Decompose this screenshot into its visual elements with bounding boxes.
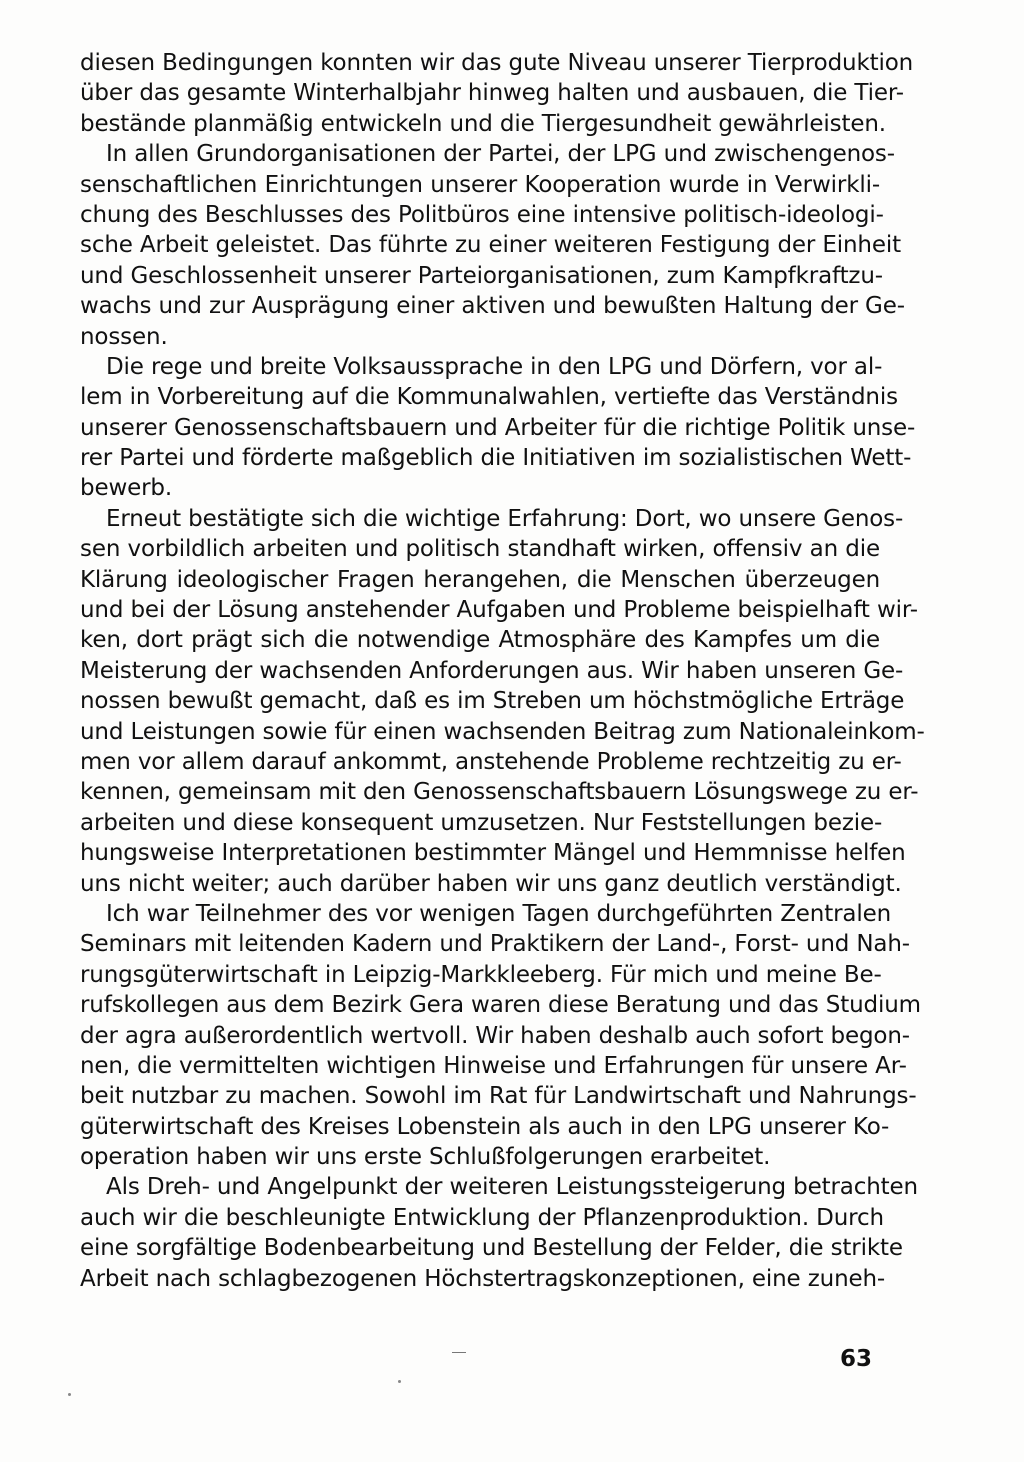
text-line: und Leistungen sowie für einen wachsenden Beitrag zum Nationaleinkom- [80, 718, 925, 745]
text-line: kennen, gemeinsam mit den Genossenschaftsbauern Lösungswege zu er- [80, 779, 919, 806]
text-line: sche Arbeit geleistet. Das führte zu einer weiteren Festigung der Einheit [80, 232, 901, 259]
text-line: eine sorgfältige Bodenbearbeitung und Bestellung der Felder, die strikte [80, 1235, 903, 1262]
text-line: nossen bewußt gemacht, daß es im Streben um höchstmögliche Erträge [80, 688, 905, 715]
text-line: rungsgüterwirtschaft in Leipzig-Markkleeberg. Für mich und meine Be- [80, 961, 882, 988]
text-line: bewerb. [80, 475, 173, 502]
text-line: Klärung ideologischer Fragen herangehen, die Menschen überzeugen [80, 566, 880, 593]
text-line: hungsweise Interpretationen bestimmter Mängel und Hemmnisse helfen [80, 840, 906, 867]
text-line: unserer Genossenschaftsbauern und Arbeiter für die richtige Politik unse- [80, 414, 916, 441]
text-line: Ich war Teilnehmer des vor wenigen Tagen durchgeführten Zentralen [106, 900, 892, 927]
body-text [80, 48, 925, 1294]
scan-mark [452, 1352, 466, 1353]
text-line: wachs und zur Ausprägung einer aktiven und bewußten Haltung der Ge- [80, 293, 905, 320]
text-line: Meisterung der wachsenden Anforderungen aus. Wir haben unseren Ge- [80, 657, 904, 684]
text-line: senschaftlichen Einrichtungen unserer Kooperation wurde in Verwirkli- [80, 171, 880, 198]
text-line: bestände planmäßig entwickeln und die Tiergesundheit gewährleisten. [80, 110, 886, 137]
text-line: Seminars mit leitenden Kadern und Praktikern der Land-, Forst- und Nah- [80, 931, 910, 958]
text-line: uns nicht weiter; auch darüber haben wir uns ganz deutlich verständigt. [80, 870, 902, 897]
text-line: und Geschlossenheit unserer Parteiorganisationen, zum Kampfkraftzu- [80, 262, 883, 289]
text-line: rufskollegen aus dem Bezirk Gera waren diese Beratung und das Studium [80, 992, 921, 1019]
text-line: über das gesamte Winterhalbjahr hinweg halten und ausbauen, die Tier- [80, 80, 904, 107]
text-line: beit nutzbar zu machen. Sowohl im Rat für Landwirtschaft und Nahrungs- [80, 1083, 917, 1110]
text-line: lem in Vorbereitung auf die Kommunalwahlen, vertiefte das Verständnis [80, 384, 898, 411]
scan-speck [68, 1393, 71, 1396]
page-number: 63 [840, 1346, 873, 1372]
text-line: men vor allem darauf ankommt, anstehende Probleme rechtzeitig zu er- [80, 748, 902, 775]
text-line: diesen Bedingungen konnten wir das gute Niveau unserer Tierproduktion [80, 50, 914, 76]
text-line: In allen Grundorganisationen der Partei, der LPG und zwischengenos- [106, 141, 895, 168]
text-line: rer Partei und förderte maßgeblich die Initiativen im sozialistischen Wett- [80, 445, 912, 472]
text-line: sen vorbildlich arbeiten und politisch standhaft wirken, offensiv an die [80, 536, 880, 563]
text-line: auch wir die beschleunigte Entwicklung der Pflanzenproduktion. Durch [80, 1204, 884, 1231]
text-line: arbeiten und diese konsequent umzusetzen. Nur Feststellungen bezie- [80, 809, 883, 836]
text-line: nossen. [80, 323, 168, 350]
scan-speck [398, 1380, 401, 1383]
text-line: operation haben wir uns erste Schlußfolgerungen erarbeitet. [80, 1144, 771, 1171]
text-line: Die rege und breite Volksaussprache in den LPG und Dörfern, vor al- [106, 353, 883, 380]
text-line: und bei der Lösung anstehender Aufgaben und Probleme beispielhaft wir- [80, 597, 918, 624]
text-line: güterwirtschaft des Kreises Lobenstein als auch in den LPG unserer Ko- [80, 1113, 890, 1140]
text-line: ken, dort prägt sich die notwendige Atmosphäre des Kampfes um die [80, 627, 880, 654]
text-line: Als Dreh- und Angelpunkt der weiteren Leistungssteigerung betrachten [106, 1174, 918, 1201]
text-line: chung des Beschlusses des Politbüros eine intensive politisch-ideologi- [80, 201, 884, 228]
text-line: der agra außerordentlich wertvoll. Wir haben deshalb auch sofort begon- [80, 1022, 910, 1049]
text-line: Erneut bestätigte sich die wichtige Erfahrung: Dort, wo unsere Genos- [106, 505, 904, 532]
text-line: Arbeit nach schlagbezogenen Höchstertragskonzeptionen, eine zuneh- [80, 1265, 886, 1292]
text-line: nen, die vermittelten wichtigen Hinweise und Erfahrungen für unsere Ar- [80, 1052, 907, 1079]
